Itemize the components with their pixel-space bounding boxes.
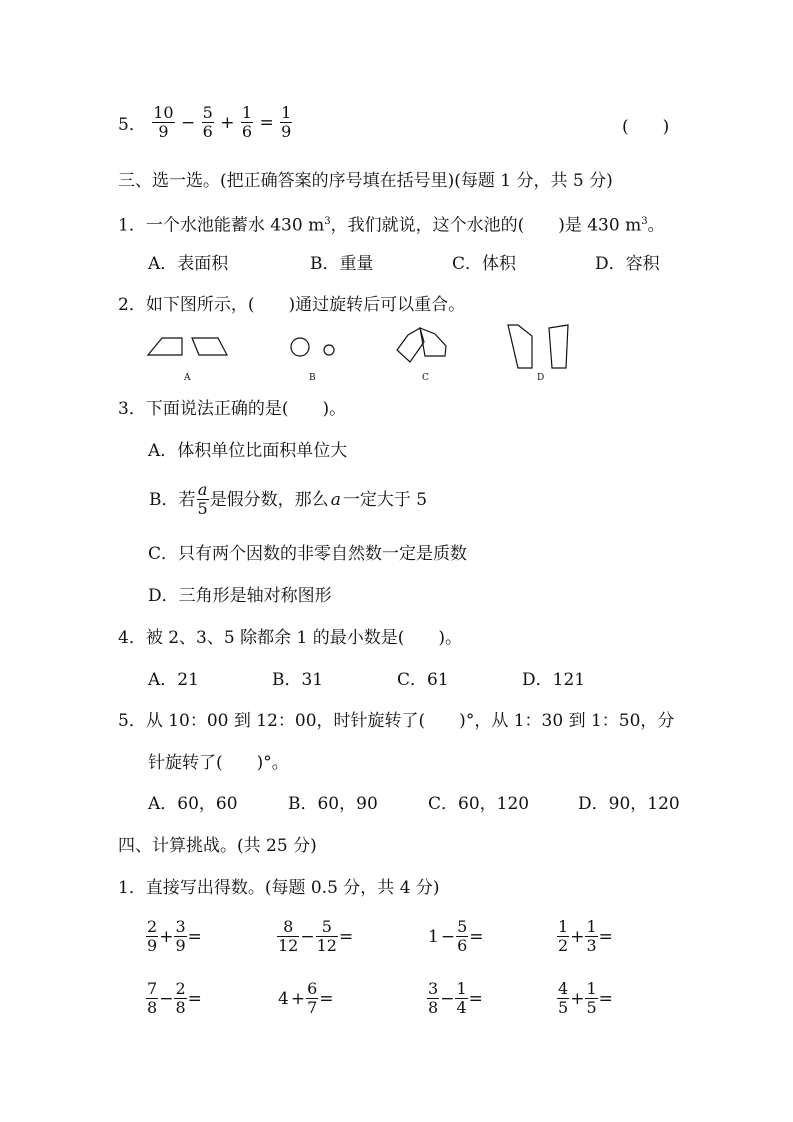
option-b[interactable]: B．31 bbox=[272, 670, 324, 690]
operator: + bbox=[220, 112, 235, 133]
option-b[interactable]: B．若 $\frac{a}{5}$ 是假分数，那么a一定大于 5 bbox=[149, 480, 428, 518]
option-c[interactable]: C．只有两个因数的非零自然数一定是质数 bbox=[148, 544, 468, 564]
equals-sign: = bbox=[259, 112, 274, 133]
option-c[interactable]: C．体积 bbox=[452, 254, 517, 274]
option-a[interactable]: A．21 bbox=[148, 670, 199, 690]
figure-label-d: D bbox=[537, 373, 545, 383]
calc-expression: $\frac{3}{8}$ − $\frac{1}{4}$ = bbox=[428, 979, 483, 1017]
figure-label-c: C bbox=[422, 373, 429, 383]
section-4-title: 四、计算挑战。(共 25 分) bbox=[118, 836, 317, 856]
calc-expression: $\frac{1}{2}$ + $\frac{1}{3}$ = bbox=[558, 917, 613, 955]
option-a[interactable]: A．60，60 bbox=[148, 794, 238, 814]
fraction: $\frac{10}{9}$ bbox=[153, 103, 174, 141]
question-number: 5． bbox=[118, 115, 146, 135]
figure-b-circles bbox=[291, 338, 334, 356]
option-c[interactable]: C．61 bbox=[397, 670, 449, 690]
question-2-stem: 2．如下图所示，( )通过旋转后可以重合。 bbox=[118, 295, 466, 315]
calc-expression: $\frac{7}{8}$ − $\frac{2}{8}$ = bbox=[147, 979, 202, 1017]
question-5-stem-line1: 5．从 10：00 到 12：00，时针旋转了( )°，从 1：30 到 1：50，分 bbox=[118, 711, 675, 731]
figure-a-trapezoids bbox=[148, 338, 227, 355]
option-b[interactable]: B．重量 bbox=[310, 254, 374, 274]
question-3-stem: 3．下面说法正确的是( )。 bbox=[118, 399, 347, 419]
answer-parentheses[interactable]: ( ) bbox=[622, 117, 670, 137]
figure-label-a: A bbox=[184, 373, 191, 383]
calc-expression: $\frac{4}{5}$ + $\frac{1}{5}$ = bbox=[558, 979, 613, 1017]
question-5-stem-line2: 针旋转了( )°。 bbox=[148, 753, 289, 773]
figure-label-b: B bbox=[309, 373, 316, 383]
option-d[interactable]: D．三角形是轴对称图形 bbox=[148, 586, 332, 606]
section-3-title: 三、选一选。(把正确答案的序号填在括号里)(每题 1 分，共 5 分) bbox=[118, 171, 613, 191]
option-a[interactable]: A．体积单位比面积单位大 bbox=[148, 441, 348, 461]
option-d[interactable]: D．90，120 bbox=[578, 794, 680, 814]
subsection-1-title: 1．直接写出得数。(每题 0.5 分，共 4 分) bbox=[118, 878, 440, 898]
calc-expression: 1 − $\frac{5}{6}$ = bbox=[428, 917, 484, 955]
calc-expression: 4 + $\frac{6}{7}$ = bbox=[278, 979, 334, 1017]
fraction-a-over-5: $\frac{a}{5}$ bbox=[197, 480, 208, 518]
question-1-stem: 1．一个水池能蓄水 430 $m^3$，我们就说，这个水池的( )是 430 $m^3$。 bbox=[118, 215, 665, 236]
option-d[interactable]: D．容积 bbox=[595, 254, 660, 274]
operator: − bbox=[181, 112, 196, 133]
fraction: $\frac{1}{6}$ bbox=[241, 103, 253, 141]
calc-expression: $\frac{8}{12}$ − $\frac{5}{12}$ = bbox=[278, 917, 354, 955]
option-b[interactable]: B．60，90 bbox=[288, 794, 378, 814]
question-4-stem: 4．被 2、3、5 除都余 1 的最小数是( )。 bbox=[118, 628, 462, 648]
calc-expression: $\frac{2}{9}$ + $\frac{3}{9}$ = bbox=[147, 917, 202, 955]
judge-question-5 bbox=[117, 104, 292, 141]
option-a[interactable]: A．表面积 bbox=[148, 254, 229, 274]
rotation-figures bbox=[140, 320, 580, 375]
figure-c-pentagons bbox=[397, 328, 446, 362]
figure-d-quadrilaterals bbox=[508, 325, 568, 368]
option-c[interactable]: C．60，120 bbox=[428, 794, 530, 814]
option-d[interactable]: D．121 bbox=[522, 670, 586, 690]
fraction: $\frac{5}{6}$ bbox=[202, 103, 213, 141]
fraction: $\frac{1}{9}$ bbox=[281, 103, 292, 141]
